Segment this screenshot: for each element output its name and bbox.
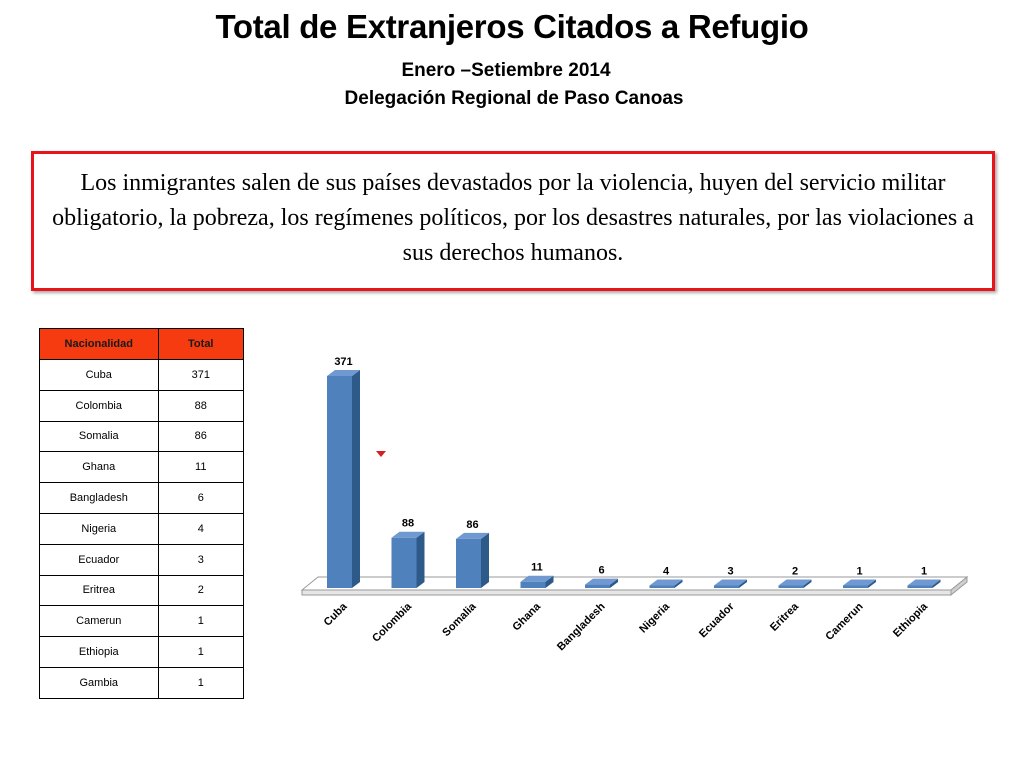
- bar-side: [481, 533, 489, 588]
- cell-total: 2: [158, 575, 243, 606]
- value-label: 11: [531, 561, 543, 574]
- cell-total: 1: [158, 637, 243, 668]
- cell-nacionalidad: Ethiopia: [40, 637, 159, 668]
- cell-nacionalidad: Bangladesh: [40, 483, 159, 514]
- table-row: [40, 544, 244, 575]
- cell-total: 1: [158, 606, 243, 637]
- chart-category-labels: [322, 600, 931, 653]
- cell-nacionalidad: Gambia: [40, 667, 159, 698]
- value-label: 86: [466, 518, 479, 531]
- header-total: Total: [158, 329, 243, 360]
- cell-nacionalidad: Somalia: [40, 421, 159, 452]
- cell-nacionalidad: Eritrea: [40, 575, 159, 606]
- cell-total: 86: [158, 421, 243, 452]
- cell-nacionalidad: Ghana: [40, 452, 159, 483]
- cell-nacionalidad: Ecuador: [40, 544, 159, 575]
- table-row: [40, 452, 244, 483]
- table-row: [40, 483, 244, 514]
- category-label: Ghana: [510, 600, 544, 634]
- bar-front: [456, 539, 481, 588]
- bar-cuba: [327, 370, 360, 588]
- cell-total: 4: [158, 513, 243, 544]
- bar-front: [327, 376, 352, 588]
- category-label: Eritrea: [767, 600, 802, 634]
- table-row: [40, 575, 244, 606]
- category-label: Cuba: [321, 600, 350, 629]
- table-header-row: [40, 329, 244, 360]
- bar-front: [392, 538, 417, 588]
- category-label: Ethiopia: [890, 600, 931, 640]
- cell-total: 1: [158, 667, 243, 698]
- category-label: Ecuador: [697, 600, 737, 641]
- red-triangle-marker: [376, 451, 386, 457]
- table-row: [40, 637, 244, 668]
- subtitle-delegation: Delegación Regional de Paso Canoas: [344, 88, 684, 109]
- table-row: [40, 390, 244, 421]
- bar-front: [521, 582, 546, 588]
- value-label: 6: [598, 564, 605, 577]
- value-label: 1: [856, 565, 863, 578]
- chart-bars: [327, 370, 941, 588]
- bar-side: [352, 370, 360, 588]
- bar-front: [585, 585, 610, 588]
- table-row: [40, 606, 244, 637]
- bar-front: [843, 586, 868, 589]
- category-label: Somalia: [440, 600, 479, 639]
- bar-chart: [290, 330, 980, 670]
- cell-nacionalidad: Cuba: [40, 360, 159, 391]
- quote-box: [31, 151, 995, 291]
- bar-side: [417, 532, 425, 588]
- category-label: Camerun: [823, 600, 866, 643]
- bar-colombia: [392, 532, 425, 588]
- cell-total: 371: [158, 360, 243, 391]
- cell-nacionalidad: Camerun: [40, 606, 159, 637]
- value-label: 4: [662, 565, 670, 578]
- bar-front: [650, 586, 675, 589]
- cell-total: 6: [158, 483, 243, 514]
- page-title: Total de Extranjeros Citados a Refugio: [215, 8, 809, 45]
- cell-total: 11: [158, 452, 243, 483]
- header-nacionalidad: Nacionalidad: [40, 329, 159, 360]
- table-row: [40, 360, 244, 391]
- table-row: [40, 667, 244, 698]
- category-label: Nigeria: [637, 600, 673, 636]
- nationality-table: [39, 328, 244, 699]
- cell-total: 3: [158, 544, 243, 575]
- quote-text: Los inmigrantes salen de sus países devastados por la violencia, huyen del servicio militar obligatorio, la pobreza, los regímenes políticos, por los desastres naturales, por las violaciones a sus derechos humanos.: [52, 169, 974, 266]
- value-label: 371: [334, 356, 353, 368]
- category-label: Colombia: [370, 600, 415, 645]
- cell-total: 88: [158, 390, 243, 421]
- table-body: [40, 360, 244, 699]
- cell-nacionalidad: Colombia: [40, 390, 159, 421]
- bar-front: [779, 586, 804, 589]
- value-label: 2: [791, 565, 799, 578]
- value-label: 1: [920, 565, 928, 578]
- floor-front: [302, 590, 951, 595]
- category-label: Bangladesh: [555, 600, 608, 654]
- table-row: [40, 421, 244, 452]
- table-row: [40, 513, 244, 544]
- bar-front: [908, 586, 933, 589]
- bar-front: [714, 586, 739, 589]
- value-label: 88: [401, 517, 415, 530]
- cell-nacionalidad: Nigeria: [40, 513, 159, 544]
- bar-somalia: [456, 533, 489, 588]
- value-label: 3: [727, 565, 734, 578]
- subtitle-period: Enero –Setiembre 2014: [401, 60, 611, 81]
